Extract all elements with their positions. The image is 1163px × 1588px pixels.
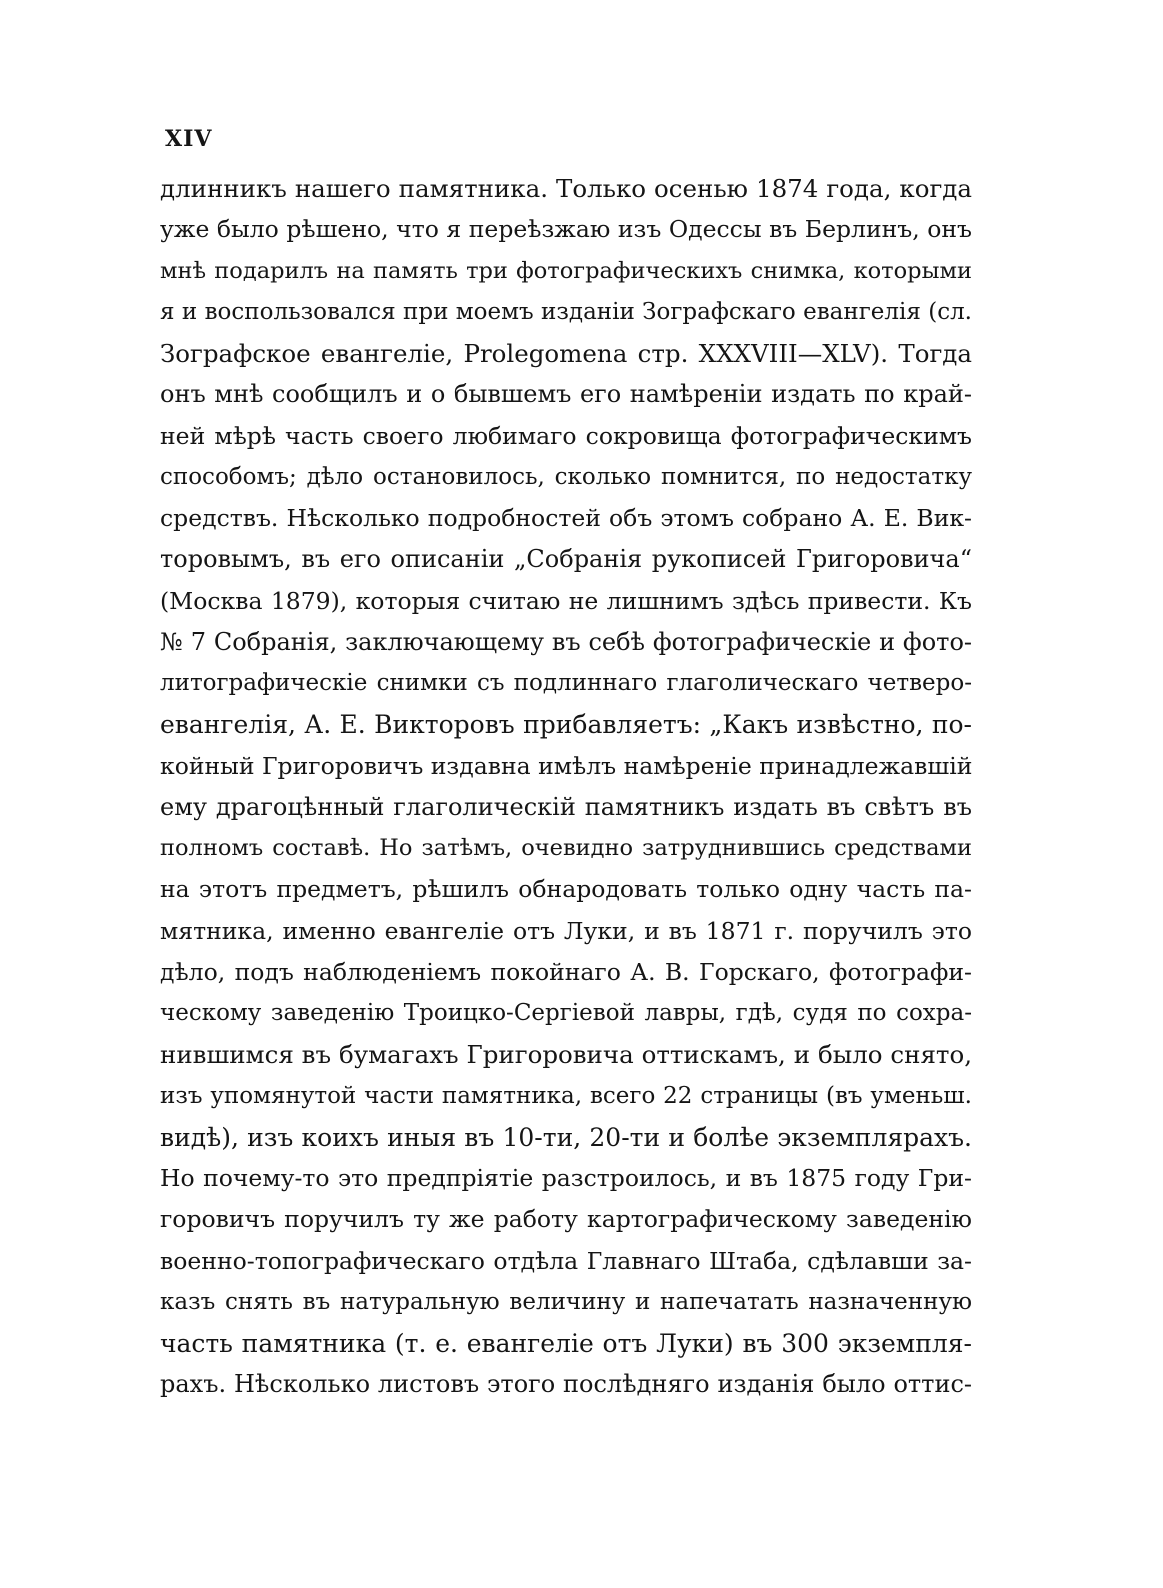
text-line: видѣ), изъ коихъ иныя въ 10-ти, 20-ти и болѣе экземплярахъ. xyxy=(160,1122,972,1152)
text-line: нившимся въ бумагахъ Григоровича оттискамъ, и было снято, xyxy=(160,1040,972,1070)
text-line: казъ снять въ натуральную величину и напечатать назначенную xyxy=(160,1288,972,1315)
text-line: мнѣ подарилъ на память три фотографическихъ снимка, которыми xyxy=(160,257,972,284)
text-line: часть памятника (т. е. евангеліе отъ Луки) въ 300 экземпля- xyxy=(160,1329,972,1358)
text-line: литографическіе снимки съ подлиннаго глаголическаго четверо- xyxy=(160,670,972,696)
text-line: способомъ; дѣло остановилось, сколько помнится, по недостатку xyxy=(160,463,972,490)
text-line: горовичъ поручилъ ту же работу картографическому заведенію xyxy=(160,1205,972,1234)
text-line: ему драгоцѣнный глаголическій памятникъ издать въ свѣтъ въ xyxy=(160,792,972,821)
text-line: изъ упомянутой части памятника, всего 22 страницы (въ уменьш. xyxy=(160,1082,972,1109)
text-line: ческому заведенію Троицко-Сергіевой лавры, гдѣ, судя по сохра- xyxy=(160,1000,972,1026)
text-line: длинникъ нашего памятника. Только осенью 1874 года, когда xyxy=(160,174,972,203)
text-line: Зографское евангеліе, Prolegomena стр. XXXVIII—XLV). Тогда xyxy=(160,339,972,368)
text-line: евангелія, А. Е. Викторовъ прибавляетъ: „Какъ извѣстно, по- xyxy=(160,710,972,740)
text-line: я и воспользовался при моемъ изданіи Зографскаго евангелія (сл. xyxy=(160,298,972,325)
text-line: средствъ. Нѣсколько подробностей объ этомъ собрано А. Е. Вик- xyxy=(160,504,972,532)
text-line: полномъ составѣ. Но затѣмъ, очевидно затруднившись средствами xyxy=(160,835,972,861)
text-line: койный Григоровичъ издавна имѣлъ намѣреніе принадлежавшій xyxy=(160,751,973,780)
text-line: на этотъ предметъ, рѣшилъ обнародовать только одну часть па- xyxy=(160,875,972,904)
text-line: онъ мнѣ сообщилъ и о бывшемъ его намѣреніи издать по край- xyxy=(160,380,972,409)
text-line: ней мѣрѣ часть своего любимаго сокровища фотографическимъ xyxy=(160,421,972,450)
text-line: военно-топографическаго отдѣла Главнаго Штаба, сдѣлавши за- xyxy=(160,1246,972,1275)
text-line: Но почему-то это предпріятіе разстроилось, и въ 1875 году Гри- xyxy=(160,1164,972,1192)
text-line: № 7 Собранія, заключающему въ себѣ фотографическіе и фото- xyxy=(160,627,972,656)
text-line: дѣло, подъ наблюденіемъ покойнаго А. В. Горскаго, фотографи- xyxy=(160,957,972,986)
text-line: уже было рѣшено, что я переѣзжаю изъ Одессы въ Берлинъ, онъ xyxy=(160,215,972,244)
text-line: (Москва 1879), которыя считаю не лишнимъ здѣсь привести. Къ xyxy=(160,586,972,615)
text-line: рахъ. Нѣсколько листовъ этого послѣдняго изданія было оттис- xyxy=(160,1370,972,1399)
text-line: торовымъ, въ его описаніи „Собранія рукописей Григоровича“ xyxy=(160,545,972,574)
text-line: мятника, именно евангеліе отъ Луки, и въ 1871 г. поручилъ это xyxy=(160,916,972,945)
page-number: XIV xyxy=(165,126,213,152)
body-text xyxy=(160,168,972,1406)
